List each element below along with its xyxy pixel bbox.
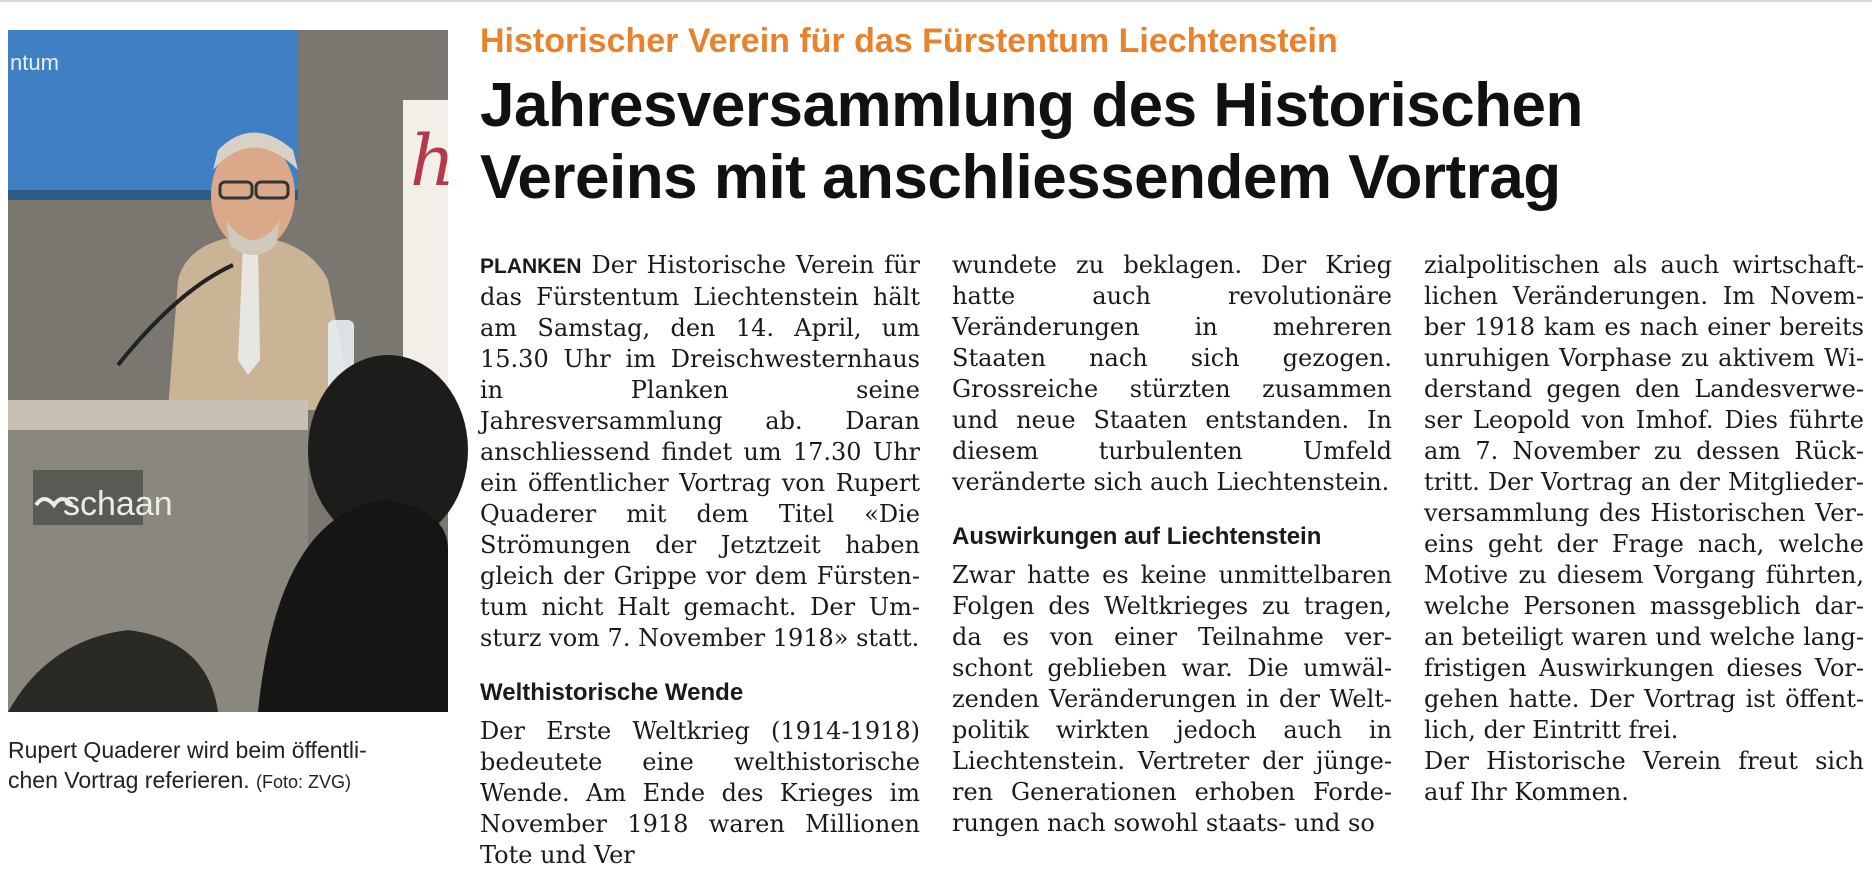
article-photo: [8, 30, 456, 712]
subhead-auswirkungen: Auswirkungen auf Liechtenstein: [952, 523, 1322, 550]
column-1: [480, 250, 920, 871]
screen-text: ntum: [10, 50, 59, 75]
column-3: [1424, 250, 1864, 808]
subhead-welthistorische-wende: Welthistorische Wende: [480, 679, 744, 706]
headline-line-2: Vereins mit anschliessendem Vortrag: [480, 143, 1561, 212]
intro-text: Der Historische Verein für das Fürstentum Liechtenstein hält am Samstag, den 14. April, um 15.30 Uhr im Dreischwesternhaus in Planken seine Jahresversammlung ab. Daran anschliessend findet um 17.30 Uhr ein öffentlicher Vortrag von Rupert Quaderer mit dem Titel «Die Strömungen der Jetztzeit haben gleich der Grippe vor dem Fürstentum nicht Halt gemacht. Der Umsturz vom 7. November 1918» statt.: [480, 251, 920, 652]
podium-sign-text: schaan: [63, 485, 173, 523]
speaker-at-podium-photo: [8, 30, 456, 712]
headline-line-1: Jahresversammlung des Historischen: [480, 71, 1583, 140]
article-kicker: Historischer Verein für das Fürstentum Liechtenstein: [480, 22, 1338, 60]
caption-line-1: Rupert Quaderer wird beim öffentli-: [8, 737, 367, 763]
intro-paragraph: [480, 250, 920, 654]
poster-letter: h: [410, 120, 456, 202]
column-2: [952, 250, 1392, 839]
article-headline: [480, 70, 1860, 214]
paragraph-2-end: zialpolitischen als auch wirtschaftlichen Veränderungen. Im November 1918 kam es nach einer bereits unruhigen Vorphase zu aktivem Widerstand gegen den Landesverweser Leopold von Imhof. Dies führte am 7. November zu dessen Rücktritt. Der Vortrag an der Mitgliederversammlung des Historischen Vereins geht der Frage nach, welche Motive zu diesem Vorgang führten, welche Personen massgeblich daran beteiligt waren und welche langfristigen Auswirkungen dieses Vorgehen hatte. Der Vortrag ist öffentlich, der Eintritt frei.: [1424, 251, 1864, 744]
paragraph-2-start: Zwar hatte es keine unmittelbaren Folgen des Weltkrieges zu tragen, da es von einer Teilnahme verschont geblieben war. Die umwälzenden Veränderungen in der Weltpolitik wirkten jedoch auch in Liechtenstein. Vertreter der jüngeren Generationen erhoben Forderungen nach sowohl staats- und so: [952, 561, 1392, 837]
paragraph-1-start: Der Erste Weltkrieg (1914-1918) bedeutete eine welthistorische Wende. Am Ende des Krieges im November 1918 waren Millionen Tote und Ver: [480, 717, 920, 869]
closing-paragraph: Der Historische Verein freut sich auf Ihr Kommen.: [1424, 747, 1864, 806]
dateline: PLANKEN: [480, 255, 582, 278]
photo-credit: (Foto: ZVG): [256, 772, 352, 792]
photo-caption: [8, 735, 448, 797]
top-rule: [0, 0, 1872, 2]
caption-line-2: chen Vortrag referieren.: [8, 767, 250, 793]
paragraph-1-end: wundete zu beklagen. Der Krieg hatte auch revolutionäre Veränderungen in mehreren Staaten nach sich gezogen. Grossreiche stürzten zusammen und neue Staaten entstanden. In diesem turbulenten Umfeld veränderte sich auch Liechtenstein.: [952, 251, 1392, 496]
